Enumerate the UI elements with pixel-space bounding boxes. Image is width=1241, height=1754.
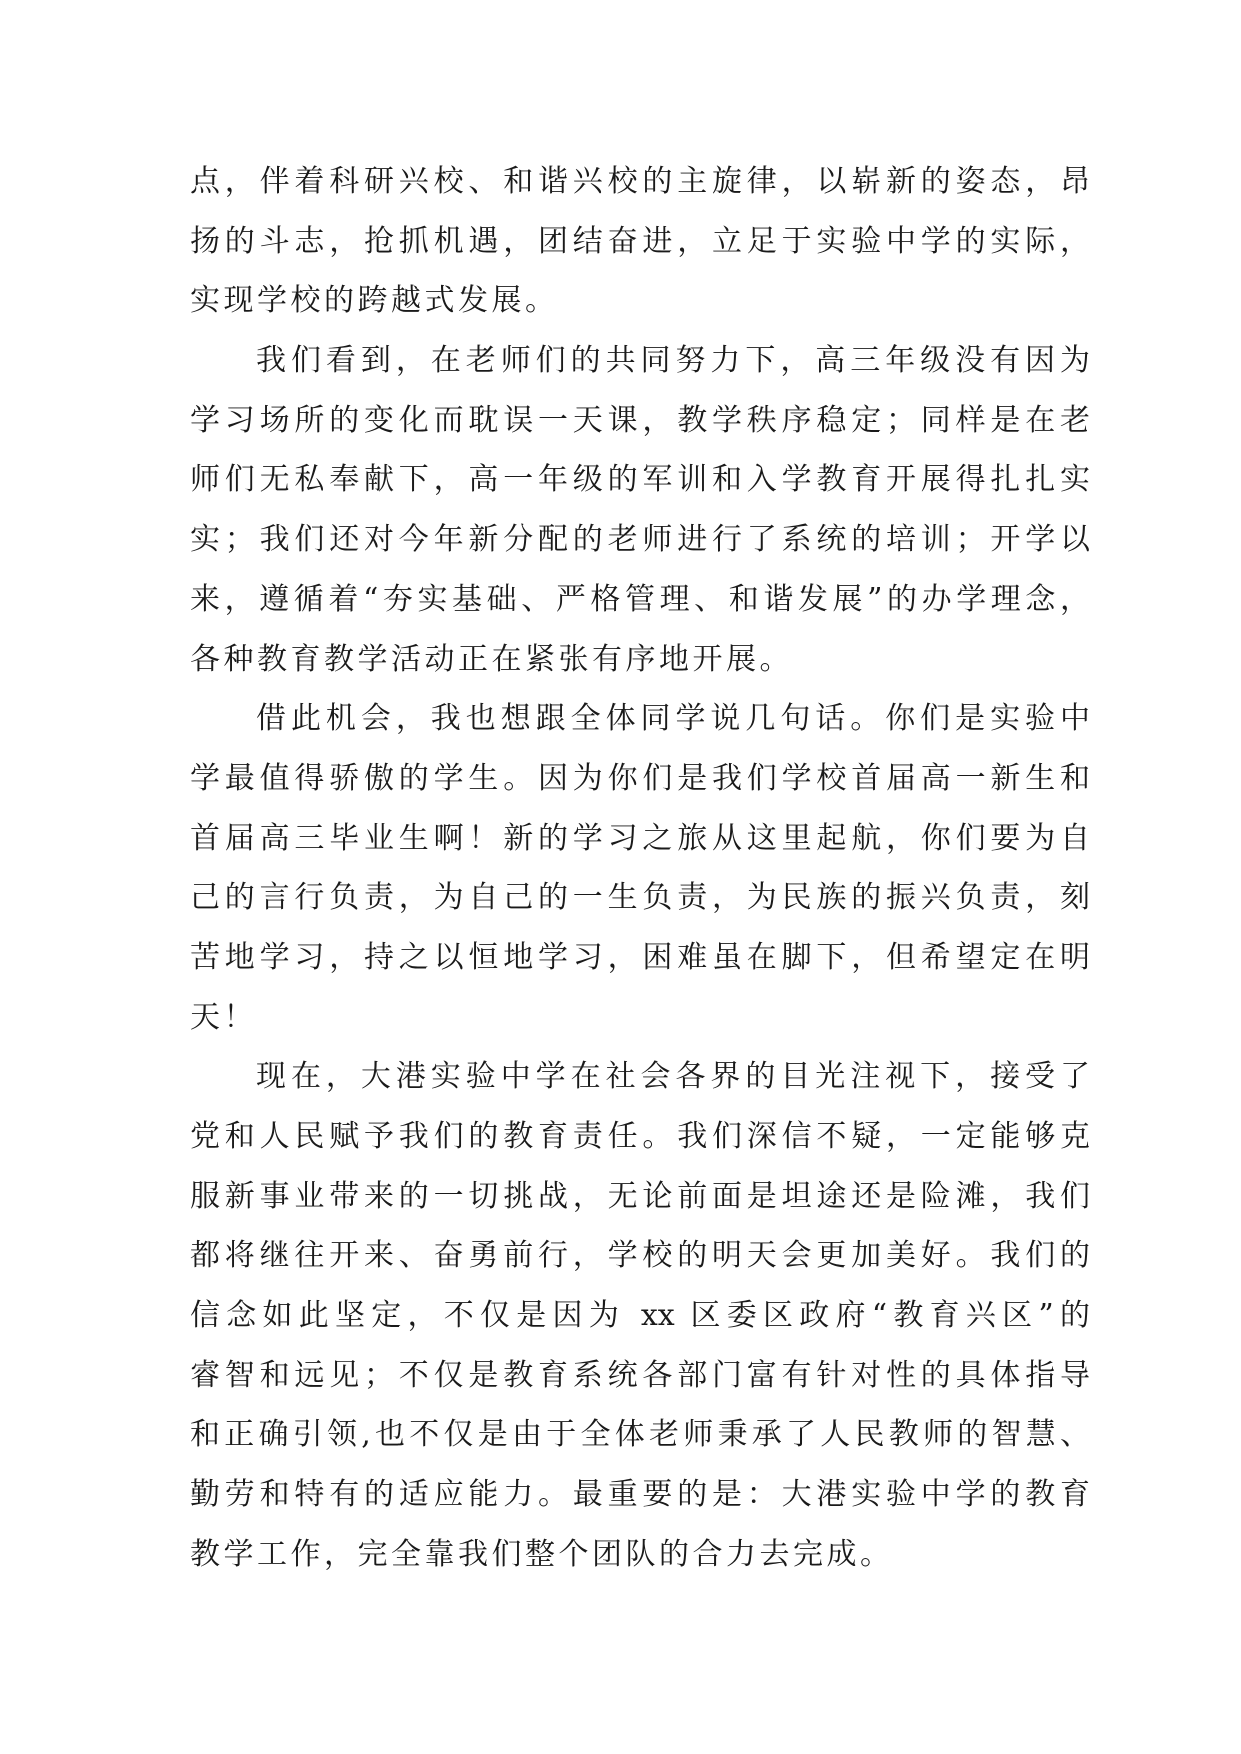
text-line: 和正确引领,也不仅是由于全体老师秉承了人民教师的智慧、 <box>190 1417 1090 1453</box>
text-line: 天！ <box>190 999 257 1035</box>
text-line: 服新事业带来的一切挑战，无论前面是坦途还是险滩，我们 <box>190 1178 1090 1214</box>
text-line: 信念如此坚定，不仅是因为 xx 区委区政府“教育兴区”的 <box>190 1298 1090 1334</box>
paragraph-start-line: 我们看到，在老师们的共同努力下，高三年级没有因为 <box>256 343 1090 379</box>
text-line: 扬的斗志，抢抓机遇，团结奋进，立足于实验中学的实际， <box>190 223 1090 259</box>
paragraph-start-line: 现在，大港实验中学在社会各界的目光注视下，接受了 <box>256 1059 1090 1095</box>
text-line: 首届高三毕业生啊！新的学习之旅从这里起航，你们要为自 <box>190 820 1090 856</box>
text-line: 己的言行负责，为自己的一生负责，为民族的振兴负责，刻 <box>190 880 1090 916</box>
text-line: 学最值得骄傲的学生。因为你们是我们学校首届高一新生和 <box>190 760 1090 796</box>
text-line: 来，遵循着“夯实基础、严格管理、和谐发展”的办学理念， <box>190 581 1090 617</box>
text-line: 师们无私奉献下，高一年级的军训和入学教育开展得扎扎实 <box>190 462 1090 498</box>
text-line: 都将继往开来、奋勇前行，学校的明天会更加美好。我们的 <box>190 1238 1090 1274</box>
text-line: 党和人民赋予我们的教育责任。我们深信不疑，一定能够克 <box>190 1119 1090 1154</box>
text-line: 点，伴着科研兴校、和谐兴校的主旋律，以崭新的姿态，昂 <box>190 164 1090 199</box>
text-line: 各种教育教学活动正在紧张有序地开展。 <box>190 641 793 677</box>
text-line: 实现学校的跨越式发展。 <box>190 283 559 319</box>
text-line: 勤劳和特有的适应能力。最重要的是：大港实验中学的教育 <box>190 1477 1090 1513</box>
text-line: 睿智和远见；不仅是教育系统各部门富有针对性的具体指导 <box>190 1357 1090 1393</box>
text-line: 学习场所的变化而耽误一天课，教学秩序稳定；同样是在老 <box>190 402 1090 438</box>
text-line: 实；我们还对今年新分配的老师进行了系统的培训；开学以 <box>190 522 1090 558</box>
text-line: 教学工作，完全靠我们整个团队的合力去完成。 <box>190 1536 894 1572</box>
paragraph-start-line: 借此机会，我也想跟全体同学说几句话。你们是实验中 <box>256 701 1090 737</box>
body-text <box>190 152 1090 1585</box>
text-line: 苦地学习，持之以恒地学习，困难虽在脚下，但希望定在明 <box>190 939 1090 975</box>
